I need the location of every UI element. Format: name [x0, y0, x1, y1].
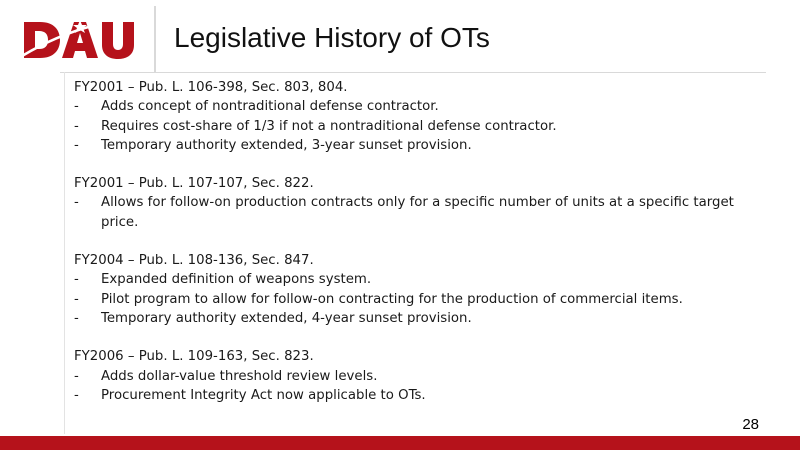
- bullet-text: Procurement Integrity Act now applicable to OTs.: [101, 387, 426, 403]
- header-divider-vertical: [154, 6, 156, 72]
- dau-logo-mark: [22, 16, 138, 64]
- dash-bullet: -: [74, 291, 79, 307]
- section-heading: FY2006 – Pub. L. 109-163, Sec. 823.: [74, 349, 314, 365]
- slide-title: Legislative History of OTs: [174, 22, 490, 53]
- bullet-text: Pilot program to allow for follow-on contracting for the production of commercial items.: [101, 291, 683, 307]
- bullet-item: [74, 386, 754, 405]
- bullet-text: Temporary authority extended, 4-year sunset provision.: [101, 310, 472, 326]
- bullet-text: Adds concept of nontraditional defense contractor.: [101, 99, 439, 115]
- dash-bullet: -: [74, 387, 79, 403]
- bullet-item: [74, 97, 754, 116]
- bullet-text: Adds dollar-value threshold review levels.: [101, 368, 378, 384]
- footer-bar: [0, 436, 800, 450]
- dash-bullet: -: [74, 195, 79, 211]
- legislation-section: [74, 347, 754, 405]
- bullet-item: [74, 367, 754, 386]
- bullet-text: Temporary authority extended, 3-year sunset provision.: [101, 137, 472, 153]
- bullet-item: [74, 193, 754, 232]
- bullet-item: [74, 270, 754, 289]
- legislation-section: [74, 174, 754, 232]
- section-heading: FY2004 – Pub. L. 108-136, Sec. 847.: [74, 253, 314, 269]
- page-number: 28: [742, 416, 759, 433]
- legislation-list: [74, 78, 754, 424]
- legislation-section: [74, 78, 754, 155]
- dash-bullet: -: [74, 272, 79, 288]
- dash-bullet: -: [74, 137, 79, 153]
- dash-bullet: -: [74, 368, 79, 384]
- dash-bullet: -: [74, 118, 79, 134]
- dash-bullet: -: [74, 99, 79, 115]
- legislation-section: [74, 251, 754, 328]
- bullet-item: [74, 117, 754, 136]
- content-left-rule: [64, 72, 65, 434]
- dash-bullet: -: [74, 310, 79, 326]
- bullet-text: Expanded definition of weapons system.: [101, 272, 372, 288]
- bullet-text: Allows for follow-on production contracts only for a specific number of units at a specific target price.: [101, 195, 734, 230]
- bullet-item: [74, 136, 754, 155]
- bullet-item: [74, 290, 754, 309]
- section-heading: FY2001 – Pub. L. 106-398, Sec. 803, 804.: [74, 80, 348, 95]
- header-divider-horizontal: [60, 72, 766, 73]
- bullet-item: [74, 309, 754, 328]
- bullet-text: Requires cost-share of 1/3 if not a nontraditional defense contractor.: [101, 118, 557, 134]
- dau-logo: [22, 16, 138, 64]
- section-heading: FY2001 – Pub. L. 107-107, Sec. 822.: [74, 176, 314, 192]
